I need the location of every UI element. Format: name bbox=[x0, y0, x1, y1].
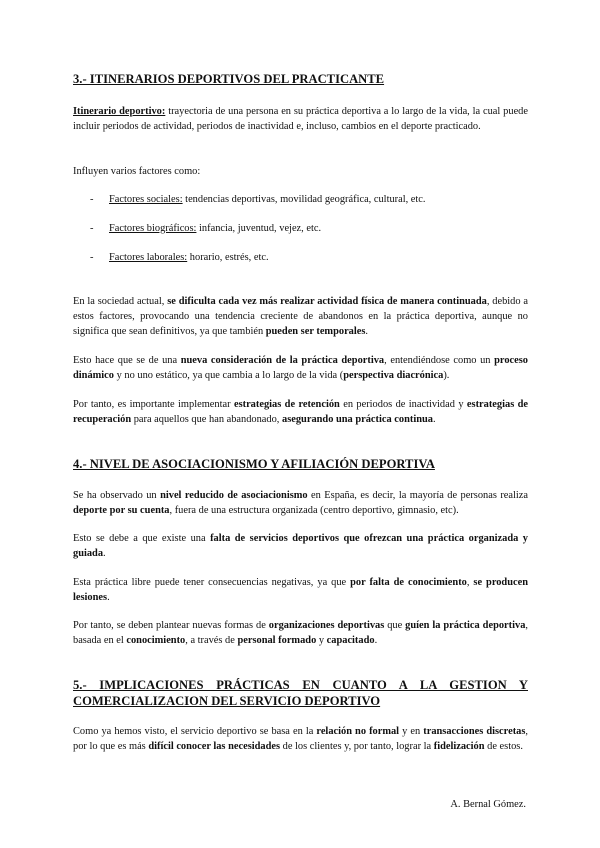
section-4-heading: 4.- NIVEL DE ASOCIACIONISMO Y AFILIACIÓN DEPORTIVA bbox=[73, 457, 435, 471]
paragraph-consideration: Esto hace que se de una nueva consideración de la práctica deportiva, entendiéndose como un proceso dinámico y no uno estático, ya que cambia a lo largo de la vida (perspectiva diacrónica). bbox=[73, 355, 529, 381]
paragraph-lack-services: Esto se debe a que existe una falta de servicios deportivos que ofrezcan una práctica organizada y guiada. bbox=[73, 533, 528, 559]
definition-term: Itinerario deportivo: bbox=[73, 106, 166, 117]
factors-list bbox=[73, 192, 528, 207]
paragraph-free-practice: Esta práctica libre puede tener consecuencias negativas, ya que por falta de conocimiento, se producen lesiones. bbox=[73, 577, 528, 603]
paragraph-society: En la sociedad actual, se dificulta cada vez más realizar actividad física de manera continuada, debido a estos factores, provocando una tendencia creciente de abandonos en la práctica deportiva, aunque no significa que sean definitivos, ya que también pueden ser temporales. bbox=[73, 296, 529, 337]
list-item: - Factores laborales: horario, estrés, etc. bbox=[90, 252, 269, 263]
paragraph-associationism: Se ha observado un nivel reducido de asociacionismo en España, es decir, la mayoría de personas realiza deporte por su cuenta, fuera de una estructura organizada (centro deportivo, gimnasio, etc). bbox=[73, 490, 529, 516]
list-item: - Factores biográficos: infancia, juventud, vejez, etc. bbox=[90, 223, 322, 234]
section-5-heading: 5.- IMPLICACIONES PRÁCTICAS EN CUANTO A LA GESTION Y COMERCIALIZACION DEL SERVICIO DEPORTIVO bbox=[73, 678, 528, 708]
definition-text: trayectoria de una persona en su práctica deportiva a lo largo de la vida, la cual puede incluir periodos de actividad, periodos de inactividad e, incluso, cambios en el deporte practicado. bbox=[73, 106, 528, 132]
factors-list bbox=[73, 221, 528, 236]
factors-intro: Influyen varios factores como: bbox=[73, 166, 201, 177]
paragraph-strategies: Por tanto, es importante implementar estrategias de retención en periodos de inactividad y estrategias de recuperación para aquellos que han abandonado, asegurando una práctica continua. bbox=[73, 399, 529, 425]
author-signature: A. Bernal Gómez. bbox=[450, 799, 526, 810]
paragraph-new-organizations: Por tanto, se deben plantear nuevas formas de organizaciones deportivas que guíen la práctica deportiva, basada en el conocimiento, a través de personal formado y capacitado. bbox=[73, 620, 529, 646]
list-item: - Factores sociales: tendencias deportivas, movilidad geográfica, cultural, etc. bbox=[90, 194, 426, 205]
factors-list bbox=[73, 250, 528, 265]
section-3-heading: 3.- ITINERARIOS DEPORTIVOS DEL PRACTICANTE bbox=[73, 72, 385, 86]
definition-paragraph bbox=[73, 104, 528, 134]
paragraph-implications: Como ya hemos visto, el servicio deportivo se basa en la relación no formal y en transacciones discretas, por lo que es más difícil conocer las necesidades de los clientes y, por tanto, lograr la fidelización de estos. bbox=[73, 726, 528, 752]
